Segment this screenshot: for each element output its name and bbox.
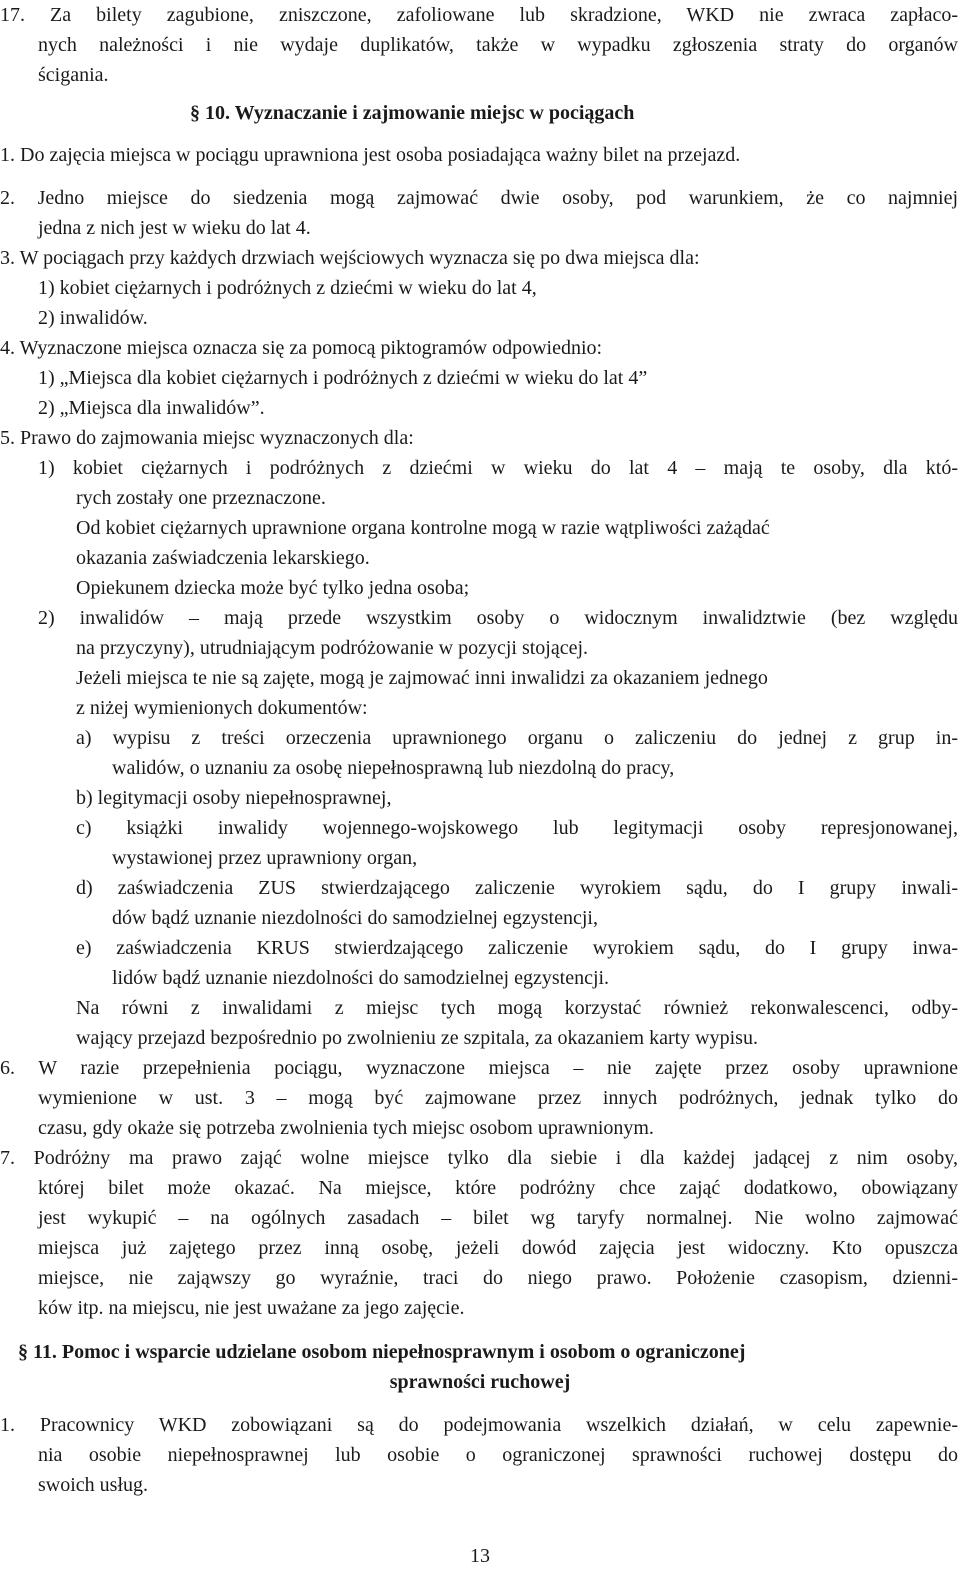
text-line: której bilet może okazać. Na miejsce, które podróżny chce zająć dodatkowo, obowiązany bbox=[38, 1177, 958, 1199]
text-line: nia osobie niepełnosprawnej lub osobie o ograniczonej sprawności ruchowej dostępu do bbox=[38, 1444, 958, 1466]
text-line: 2. Jedno miejsce do siedzenia mogą zajmować dwie osoby, pod warunkiem, że co najmniej bbox=[0, 187, 958, 209]
text-line: dów bądź uznanie niezdolności do samodzielnej egzystencji, bbox=[112, 907, 598, 929]
text-line: z niżej wymienionych dokumentów: bbox=[76, 697, 368, 719]
text-line: sprawności ruchowej bbox=[389, 1371, 571, 1393]
text-line: Jeżeli miejsca te nie są zajęte, mogą je zajmować inni inwalidzi za okazaniem jednego bbox=[76, 667, 768, 689]
text-line: 2) inwalidów – mają przede wszystkim osoby o widocznym inwalidztwie (bez względu bbox=[38, 607, 958, 629]
text-line: walidów, o uznaniu za osobę niepełnosprawną lub niezdolną do pracy, bbox=[112, 757, 675, 779]
text-line: miejsce, nie zająwszy go wyraźnie, traci do niego prawo. Położenie czasopism, dzienni- bbox=[38, 1267, 958, 1289]
text-line: okazania zaświadczenia lekarskiego. bbox=[76, 547, 370, 569]
text-line: wystawionej przez uprawniony organ, bbox=[112, 847, 418, 869]
text-line: 7. Podróżny ma prawo zająć wolne miejsce tylko dla siebie i dla każdej jadącej z nim osoby, bbox=[0, 1147, 958, 1169]
text-line: § 11. Pomoc i wsparcie udzielane osobom niepełnosprawnym i osobom o ograniczonej bbox=[18, 1341, 746, 1363]
text-line: b) legitymacji osoby niepełnosprawnej, bbox=[76, 787, 392, 809]
text-line: czasu, gdy okaże się potrzeba zwolnienia tych miejsc osobom uprawnionym. bbox=[38, 1117, 654, 1139]
text-line: 1) „Miejsca dla kobiet ciężarnych i podróżnych z dziećmi w wieku do lat 4” bbox=[38, 367, 648, 389]
text-line: Opiekunem dziecka może być tylko jedna osoba; bbox=[76, 577, 470, 599]
text-line: 6. W razie przepełnienia pociągu, wyznaczone miejsca – nie zajęte przez osoby uprawnione bbox=[0, 1057, 958, 1079]
text-line: nych należności i nie wydaje duplikatów, także w wypadku zgłoszenia straty do organów bbox=[38, 34, 958, 56]
text-line: 1. Pracownicy WKD zobowiązani są do podejmowania wszelkich działań, w celu zapewnie- bbox=[0, 1414, 958, 1436]
text-line: Na równi z inwalidami z miejsc tych mogą korzystać również rekonwalescenci, odby- bbox=[76, 997, 958, 1019]
text-line: ścigania. bbox=[38, 64, 109, 86]
text-line: lidów bądź uznanie niezdolności do samodzielnej egzystencji. bbox=[112, 967, 610, 989]
text-line: a) wypisu z treści orzeczenia uprawnionego organu o zaliczeniu do jednej z grup in- bbox=[76, 727, 958, 749]
text-line: wymienione w ust. 3 – mogą być zajmowane przez innych podróżnych, jednak tylko do bbox=[38, 1087, 958, 1109]
text-line: 17. Za bilety zagubione, zniszczone, zafoliowane lub skradzione, WKD nie zwraca zapłaco- bbox=[0, 4, 958, 26]
text-line: d) zaświadczenia ZUS stwierdzającego zaliczenie wyrokiem sądu, do I grupy inwali- bbox=[76, 877, 958, 899]
text-line: ków itp. na miejscu, nie jest uważane za jego zajęcie. bbox=[38, 1297, 465, 1319]
text-line: 1) kobiet ciężarnych i podróżnych z dziećmi w wieku do lat 4 – mają te osoby, dla któ- bbox=[38, 457, 958, 479]
text-line: 1) kobiet ciężarnych i podróżnych z dziećmi w wieku do lat 4, bbox=[38, 277, 537, 299]
page-number: 13 bbox=[470, 1545, 490, 1567]
text-line: e) zaświadczenia KRUS stwierdzającego zaliczenie wyrokiem sądu, do I grupy inwa- bbox=[76, 937, 958, 959]
text-line: 2) inwalidów. bbox=[38, 307, 148, 329]
text-line: jest wykupić – na ogólnych zasadach – bilet wg taryfy normalnej. Nie wolno zajmować bbox=[38, 1207, 958, 1229]
text-line: rych zostały one przeznaczone. bbox=[76, 487, 326, 509]
text-line: wający przejazd bezpośrednio po zwolnieniu ze szpitala, za okazaniem karty wypisu. bbox=[76, 1027, 758, 1049]
text-line: 2) „Miejsca dla inwalidów”. bbox=[38, 397, 265, 419]
text-line: 3. W pociągach przy każdych drzwiach wejściowych wyznacza się po dwa miejsca dla: bbox=[0, 247, 700, 269]
text-line: miejsca już zajętego przez inną osobę, jeżeli dowód zajęcia jest widoczny. Kto opuszcza bbox=[38, 1237, 958, 1259]
text-line: Od kobiet ciężarnych uprawnione organa kontrolne mogą w razie wątpliwości zażądać bbox=[76, 517, 770, 539]
text-line: 4. Wyznaczone miejsca oznacza się za pomocą piktogramów odpowiednio: bbox=[0, 337, 603, 359]
text-line: 5. Prawo do zajmowania miejsc wyznaczonych dla: bbox=[0, 427, 414, 449]
text-line: § 10. Wyznaczanie i zajmowanie miejsc w pociągach bbox=[190, 102, 635, 124]
text-line: swoich usług. bbox=[38, 1474, 148, 1496]
text-line: na przyczyny), utrudniającym podróżowanie w pozycji stojącej. bbox=[76, 637, 589, 659]
text-line: c) książki inwalidy wojennego-wojskowego lub legitymacji osoby represjonowanej, bbox=[76, 817, 958, 839]
text-line: 1. Do zajęcia miejsca w pociągu uprawniona jest osoba posiadająca ważny bilet na przejazd. bbox=[0, 144, 741, 166]
text-line: jedna z nich jest w wieku do lat 4. bbox=[38, 217, 311, 239]
